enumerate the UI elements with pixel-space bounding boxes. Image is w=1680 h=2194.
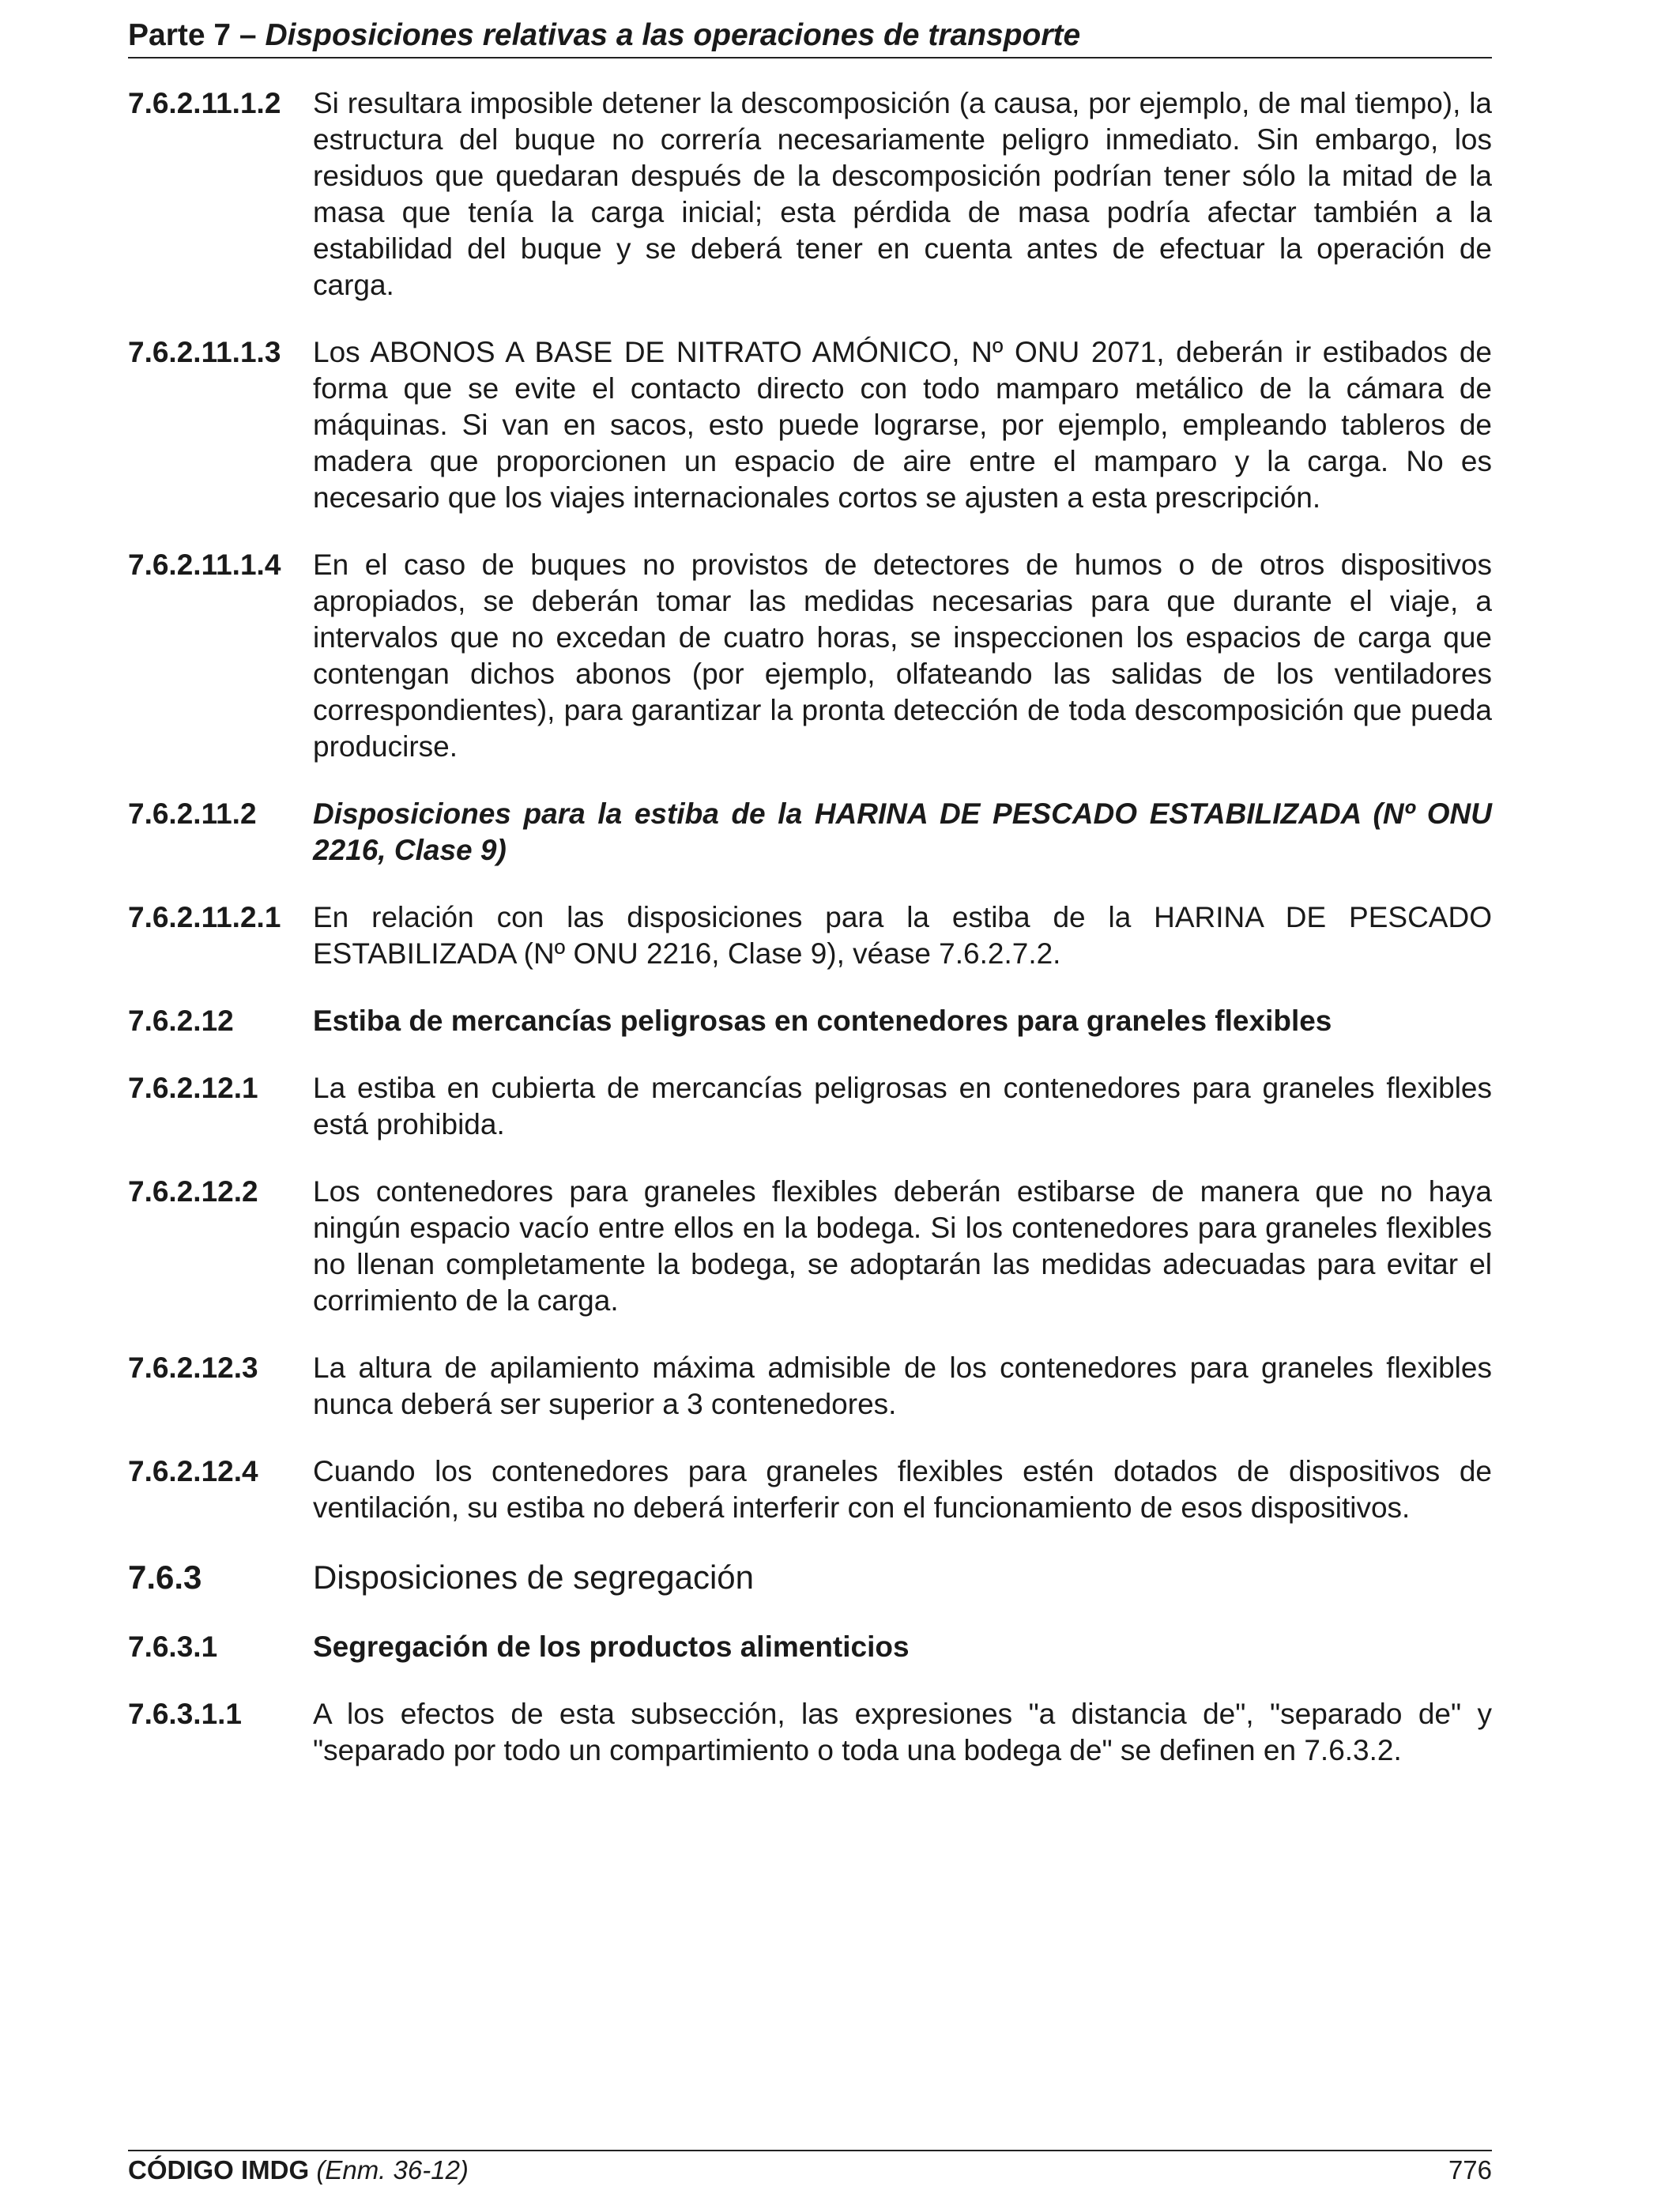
paragraph (128, 85, 1492, 303)
document-body (128, 85, 1492, 1800)
paragraph-number: 7.6.2.12.4 (128, 1455, 258, 1487)
section-heading-text: Disposiciones de segregación (313, 1559, 754, 1596)
paragraph-text: Los ABONOS A BASE DE NITRATO AMÓNICO, Nº ONU 2071, deberán ir estibados de forma que se evite el contacto directo con todo mamparo metálico de la cámara de máquinas. Si van en sacos, esto puede lograrse, por ejemplo, empleando tableros de madera que proporcionen un espacio de aire entre el mamparo y la carga. No es necesario que los viajes internacionales cortos se ajusten a esta prescripción. (313, 336, 1492, 514)
section-heading-text: Segregación de los productos alimenticios (313, 1630, 910, 1663)
paragraph-text: Los contenedores para graneles flexibles deberán estibarse de manera que no haya ningún espacio vacío entre ellos en la bodega. Si los contenedores para graneles flexibles no llenan completamente la bodega, se adoptarán las medidas adecuadas para evitar el corrimiento de la carga. (313, 1175, 1492, 1317)
page-header (128, 14, 1492, 58)
page-footer (128, 2150, 1492, 2186)
paragraph-number: 7.6.2.12.3 (128, 1351, 258, 1384)
section-heading (128, 1629, 1492, 1665)
footer-code: CÓDIGO IMDG (128, 2155, 310, 2185)
footer-code-block (128, 2154, 469, 2186)
paragraph-number: 7.6.2.12.1 (128, 1072, 258, 1104)
paragraph-number: 7.6.2.12.2 (128, 1175, 258, 1208)
paragraph-number: 7.6.2.11.1.4 (128, 548, 281, 581)
paragraph-number: 7.6.2.11.1.2 (128, 87, 281, 119)
paragraph-heading-text: Disposiciones para la estiba de la HARINA DE PESCADO ESTABILIZADA (Nº ONU 2216, Clase 9) (313, 797, 1492, 866)
section-heading (128, 1003, 1492, 1039)
paragraph (128, 547, 1492, 765)
paragraph-text: En el caso de buques no provistos de detectores de humos o de otros dispositivos apropiados, se deberán tomar las medidas necesarias para que durante el viaje, a intervalos que no excedan de cuatro horas, se inspeccionen los espacios de carga que contengan dichos abonos (por ejemplo, olfateando las salidas de los ventiladores correspondientes), para garantizar la pronta detección de toda descomposición que pueda producirse. (313, 548, 1492, 763)
paragraph-text: La altura de apilamiento máxima admisible de los contenedores para graneles flexibles nunca deberá ser superior a 3 contenedores. (313, 1351, 1492, 1420)
paragraph (128, 1453, 1492, 1526)
header-part: Parte 7 – (128, 18, 257, 52)
paragraph (128, 1696, 1492, 1769)
paragraph-number: 7.6.2.11.1.3 (128, 336, 281, 368)
paragraph-text: Si resultara imposible detener la descomposición (a causa, por ejemplo, de mal tiempo), la estructura del buque no correría necesariamente peligro inmediato. Sin embargo, los residuos que quedaran después de la descomposición podrían tener sólo la mitad de la masa que tenía la carga inicial; esta pérdida de masa podría afectar también a la estabilidad del buque y se deberá tener en cuenta antes de efectuar la operación de carga. (313, 87, 1492, 301)
paragraph (128, 334, 1492, 516)
section-heading-text: Estiba de mercancías peligrosas en contenedores para graneles flexibles (313, 1005, 1332, 1037)
page-number: 776 (1448, 2155, 1492, 2185)
paragraph-number: 7.6.2.11.2 (128, 797, 257, 830)
header-title: Disposiciones relativas a las operaciones de transporte (265, 18, 1081, 52)
footer-amendment: (Enm. 36-12) (316, 2155, 469, 2185)
paragraph-text: En relación con las disposiciones para la estiba de la HARINA DE PESCADO ESTABILIZADA (Nº ONU 2216, Clase 9), véase 7.6.2.7.2. (313, 901, 1492, 970)
paragraph (128, 899, 1492, 972)
paragraph (128, 1070, 1492, 1143)
paragraph-text: A los efectos de esta subsección, las expresiones "a distancia de", "separado de" y "separado por todo un compartimiento o toda una bodega de" se definen en 7.6.3.2. (313, 1698, 1492, 1766)
paragraph (128, 1350, 1492, 1423)
section-number: 7.6.3.1 (128, 1630, 218, 1663)
section-number: 7.6.2.12 (128, 1005, 234, 1037)
section-number: 7.6.3 (128, 1559, 202, 1596)
paragraph-number: 7.6.2.11.2.1 (128, 901, 281, 933)
paragraph-number: 7.6.3.1.1 (128, 1698, 243, 1730)
paragraph-text: La estiba en cubierta de mercancías peligrosas en contenedores para graneles flexibles está prohibida. (313, 1072, 1492, 1140)
paragraph-text: Cuando los contenedores para graneles flexibles estén dotados de dispositivos de ventilación, su estiba no deberá interferir con el funcionamiento de esos dispositivos. (313, 1455, 1492, 1524)
paragraph (128, 1174, 1492, 1319)
section-heading (128, 1557, 1492, 1598)
paragraph-heading (128, 796, 1492, 869)
